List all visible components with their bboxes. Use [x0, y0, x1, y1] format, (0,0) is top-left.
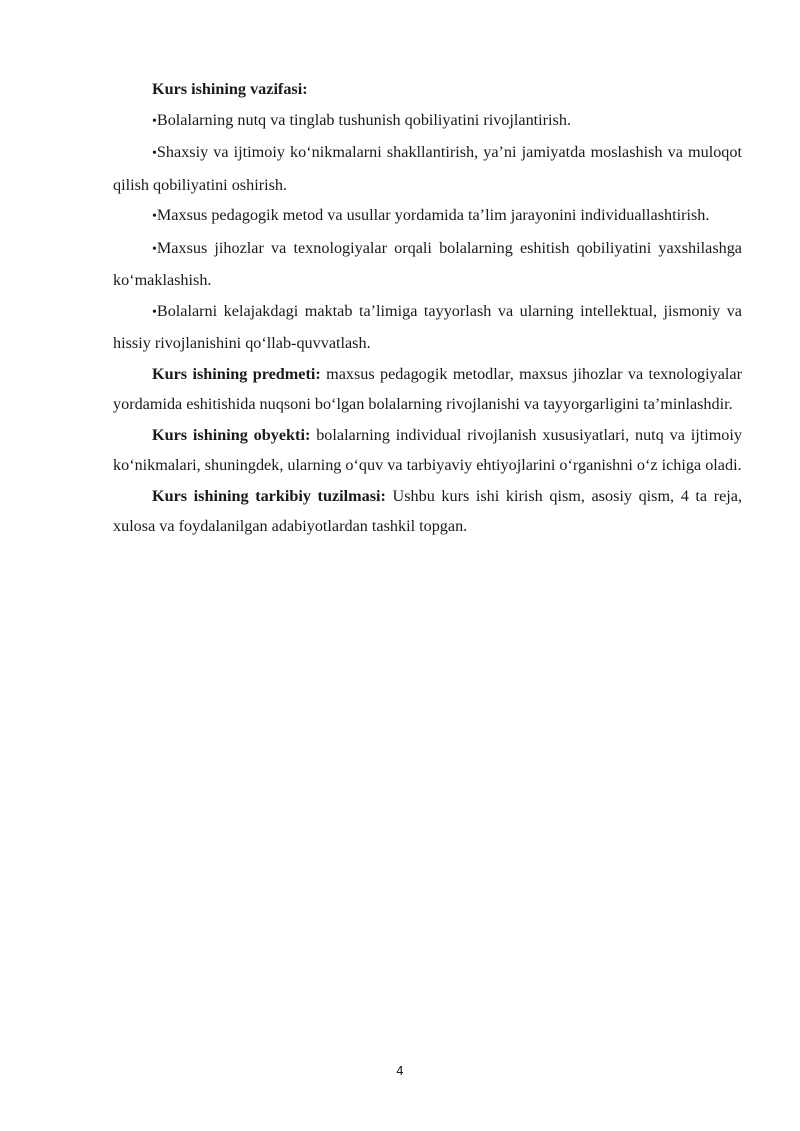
task-text: Bolalarning nutq va tinglab tushunish qobiliyatini rivojlantirish. — [156, 110, 571, 129]
tasks-heading: Kurs ishining vazifasi: — [152, 80, 308, 98]
subject-paragraph — [113, 359, 742, 420]
task-item-5 — [113, 296, 742, 359]
bullet-icon: • — [152, 304, 157, 320]
object-text: bolalarning individual rivojlanish xususiyatlari, nutq va ijtimoiy ko‘nikmalari, shuningdek, ularning o‘quv va tarbiyaviy ehtiyojlarini o‘rganishni o‘z ichiga oladi. — [113, 425, 742, 474]
bullet-icon: • — [152, 146, 157, 161]
task-text: Maxsus pedagogik metod va usullar yordamida ta’lim jarayonini individuallashtirish. — [156, 206, 710, 224]
subject-heading: Kurs ishining predmeti: — [152, 364, 321, 383]
task-text: Shaxsiy va ijtimoiy ko‘nikmalarni shakllantirish, ya’ni jamiyatda moslashish va muloqot qilish qobiliyatini oshirish. — [113, 143, 742, 194]
page-number: 4 — [396, 1064, 404, 1078]
task-item-4 — [113, 233, 742, 296]
object-heading: Kurs ishining obyekti: — [152, 425, 311, 444]
structure-paragraph — [113, 481, 742, 542]
subject-text: maxsus pedagogik metodlar, maxsus jihozlar va texnologiyalar yordamida eshitishida nuqsoni bo‘lgan bolalarning rivojlanishi va tayyorgarligini ta’minlashdir. — [113, 364, 742, 413]
bullet-icon: • — [152, 209, 157, 224]
task-item-3 — [113, 200, 742, 233]
structure-text: Ushbu kurs ishi kirish qism, asosiy qism, 4 ta reja, xulosa va foydalanilgan adabiyotlardan tashkil topgan. — [113, 486, 743, 535]
task-item-1 — [113, 105, 742, 138]
object-paragraph — [113, 420, 742, 481]
page-content — [113, 74, 742, 542]
bullet-icon: • — [152, 241, 157, 257]
task-text: Maxsus jihozlar va texnologiyalar orqali bolalarning eshitish qobiliyatini yaxshilashga ko‘maklashish. — [113, 238, 742, 289]
bullet-icon: • — [152, 113, 157, 129]
task-text: Bolalarni kelajakdagi maktab ta’limiga tayyorlash va ularning intellektual, jismoniy va hissiy rivojlanishini qo‘llab-quvvatlash. — [113, 301, 742, 352]
task-item-2 — [113, 137, 742, 200]
structure-heading: Kurs ishining tarkibiy tuzilmasi: — [152, 486, 386, 505]
